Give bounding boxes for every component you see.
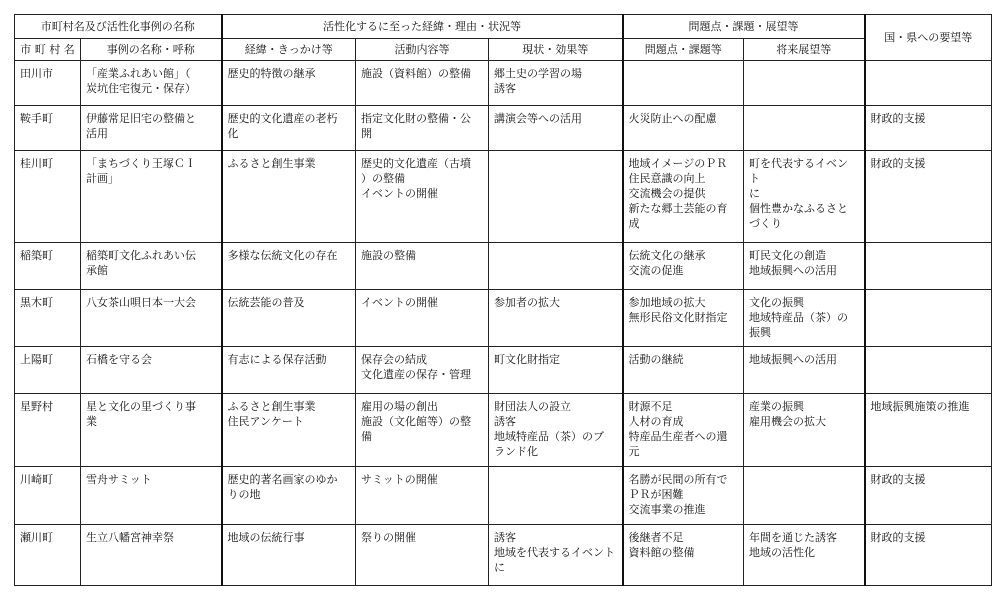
request-cell: [865, 346, 992, 393]
outlook-cell: [744, 105, 865, 150]
outlook-cell: 年間を通じた誘客 地域の活性化: [744, 524, 865, 585]
effect-cell: 町文化財指定: [489, 346, 623, 393]
header-case-name: 事例の名称・呼称: [81, 39, 222, 61]
case-name-cell: 八女茶山唄日本一大会: [81, 289, 222, 346]
town-cell: 桂川町: [15, 150, 81, 242]
outlook-cell: [744, 61, 865, 106]
activity-cell: 指定文化財の整備・公 開: [356, 105, 489, 150]
trigger-cell: 伝統芸能の普及: [222, 289, 356, 346]
problem-cell: 参加地域の拡大 無形民俗文化財指定: [623, 289, 744, 346]
effect-cell: 誘客 地域を代表するイベント に: [489, 524, 623, 585]
table-row: [15, 467, 992, 524]
effect-cell: [489, 467, 623, 524]
trigger-cell: 地域の伝統行事: [222, 524, 356, 585]
case-name-cell: 「まちづくり王塚ＣＩ 計画」: [81, 150, 222, 242]
header-trigger: 経緯・きっかけ等: [222, 39, 356, 61]
activity-cell: 雇用の場の創出 施設（文化館等）の整 備: [356, 393, 489, 467]
table-row: [15, 289, 992, 346]
problem-cell: 活動の継続: [623, 346, 744, 393]
request-cell: 財政的支援: [865, 467, 992, 524]
case-name-cell: 伊藤常足旧宅の整備と 活用: [81, 105, 222, 150]
table-row: [15, 105, 992, 150]
request-cell: 財政的支援: [865, 524, 992, 585]
effect-cell: 郷土史の学習の場 誘客: [489, 61, 623, 106]
request-cell: 地域振興施策の推進: [865, 393, 992, 467]
case-table: [14, 14, 992, 586]
town-cell: 星野村: [15, 393, 81, 467]
request-cell: 財政的支援: [865, 150, 992, 242]
effect-cell: [489, 242, 623, 289]
town-cell: 上陽町: [15, 346, 81, 393]
case-name-cell: 雪舟サミット: [81, 467, 222, 524]
request-cell: [865, 242, 992, 289]
header-town: 市 町 村 名: [15, 39, 81, 61]
trigger-cell: 歴史的特徴の継承: [222, 61, 356, 106]
activity-cell: 施設（資料館）の整備: [356, 61, 489, 106]
trigger-cell: 多様な伝統文化の存在: [222, 242, 356, 289]
request-cell: [865, 61, 992, 106]
header-problem: 問題点・課題等: [623, 39, 744, 61]
case-name-cell: 稲築町文化ふれあい伝 承館: [81, 242, 222, 289]
trigger-cell: 歴史的文化遺産の老朽 化: [222, 105, 356, 150]
outlook-cell: 文化の振興 地域特産品（茶）の 振興: [744, 289, 865, 346]
outlook-cell: 産業の振興 雇用機会の拡大: [744, 393, 865, 467]
activity-cell: 祭りの開催: [356, 524, 489, 585]
activity-cell: 歴史的文化遺産（古墳 ）の整備 イベントの開催: [356, 150, 489, 242]
table-row: [15, 242, 992, 289]
trigger-cell: ふるさと創生事業: [222, 150, 356, 242]
case-name-cell: 「産業ふれあい館」（ 炭坑住宅復元・保存）: [81, 61, 222, 106]
town-cell: 川崎町: [15, 467, 81, 524]
table-row: [15, 524, 992, 585]
problem-cell: [623, 61, 744, 106]
problem-cell: 後継者不足 資料館の整備: [623, 524, 744, 585]
outlook-cell: 地域振興への活用: [744, 346, 865, 393]
header-activity: 活動内容等: [356, 39, 489, 61]
trigger-cell: 有志による保存活動: [222, 346, 356, 393]
request-cell: 財政的支援: [865, 105, 992, 150]
effect-cell: 財団法人の設立 誘客 地域特産品（茶）のブ ランド化: [489, 393, 623, 467]
trigger-cell: 歴史的著名画家のゆか りの地: [222, 467, 356, 524]
outlook-cell: 町民文化の創造 地域振興への活用: [744, 242, 865, 289]
header-effect: 現状・効果等: [489, 39, 623, 61]
problem-cell: 地域イメージのＰＲ 住民意識の向上 交流機会の提供 新たな郷土芸能の育 成: [623, 150, 744, 242]
effect-cell: 参加者の拡大: [489, 289, 623, 346]
header-outlook: 将来展望等: [744, 39, 865, 61]
activity-cell: イベントの開催: [356, 289, 489, 346]
problem-cell: 火災防止への配慮: [623, 105, 744, 150]
activity-cell: 保存会の結成 文化遺産の保存・管理: [356, 346, 489, 393]
problem-cell: 名勝が民間の所有で ＰＲが困難 交流事業の推進: [623, 467, 744, 524]
town-cell: 鞍手町: [15, 105, 81, 150]
header-group-name: 市町村名及び活性化事例の名称: [15, 15, 222, 39]
problem-cell: 伝統文化の継承 交流の促進: [623, 242, 744, 289]
request-cell: [865, 289, 992, 346]
table-row: [15, 393, 992, 467]
activity-cell: 施設の整備: [356, 242, 489, 289]
town-cell: 黒木町: [15, 289, 81, 346]
case-name-cell: 星と文化の里づくり事 業: [81, 393, 222, 467]
header-group-background: 活性化するに至った経緯・理由・状況等: [222, 15, 623, 39]
trigger-cell: ふるさと創生事業 住民アンケート: [222, 393, 356, 467]
table-row: [15, 61, 992, 106]
table-row: [15, 346, 992, 393]
table-row: [15, 150, 992, 242]
outlook-cell: [744, 467, 865, 524]
town-cell: 田川市: [15, 61, 81, 106]
effect-cell: 講演会等への活用: [489, 105, 623, 150]
effect-cell: [489, 150, 623, 242]
case-name-cell: 石橋を守る会: [81, 346, 222, 393]
town-cell: 稲築町: [15, 242, 81, 289]
activity-cell: サミットの開催: [356, 467, 489, 524]
town-cell: 瀬川町: [15, 524, 81, 585]
problem-cell: 財源不足 人材の育成 特産品生産者への還 元: [623, 393, 744, 467]
outlook-cell: 町を代表するイベント に 個性豊かなふるさと づくり: [744, 150, 865, 242]
header-requests: 国・県への要望等: [865, 15, 992, 61]
case-name-cell: 生立八幡宮神幸祭: [81, 524, 222, 585]
header-group-issues: 問題点・課題・展望等: [623, 15, 865, 39]
